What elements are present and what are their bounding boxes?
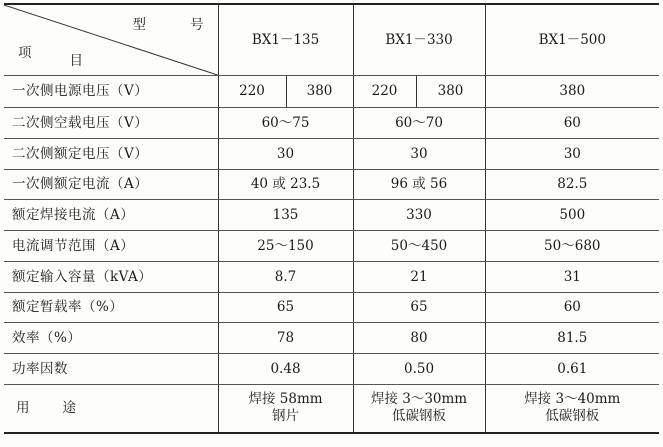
- table-cell: 78: [218, 323, 353, 354]
- table-cell: 60～70: [353, 108, 485, 139]
- table-cell: 30: [353, 139, 485, 170]
- row-label: 效率（%）: [4, 323, 218, 354]
- row-label: 一次侧额定电流（A）: [4, 170, 218, 200]
- table-cell: 30: [485, 139, 659, 170]
- row-label: 额定暂载率（%）: [4, 293, 218, 323]
- table-cell: 380: [416, 76, 485, 108]
- welder-spec-table: [4, 3, 659, 434]
- row-label: 一次侧电源电压（V）: [4, 76, 218, 108]
- row-label: 用 途: [4, 385, 218, 433]
- table-cell: 380: [485, 76, 659, 108]
- row-label: 额定焊接电流（A）: [4, 200, 218, 231]
- table-cell: 60: [485, 293, 659, 323]
- table-cell: 焊接 58mm 钢片: [218, 385, 353, 433]
- table-cell: 0.48: [218, 354, 353, 385]
- table-cell: 65: [353, 293, 485, 323]
- table-cell: 0.50: [353, 354, 485, 385]
- table-cell: 0.61: [485, 354, 659, 385]
- table-cell: 96 或 56: [353, 170, 485, 200]
- table-cell: 81.5: [485, 323, 659, 354]
- table-cell: 135: [218, 200, 353, 231]
- row-label: 电流调节范围（A）: [4, 231, 218, 262]
- header-item-label: 项 目: [18, 45, 83, 69]
- model-header-bx1-500: BX1－500: [485, 4, 659, 76]
- table-cell: 焊接 3～30mm 低碳钢板: [353, 385, 485, 433]
- table-row: [4, 231, 659, 262]
- table-cell: 50～450: [353, 231, 485, 262]
- table-cell: 80: [353, 323, 485, 354]
- table-cell: 21: [353, 262, 485, 293]
- table-row: [4, 76, 659, 108]
- table-row: [4, 200, 659, 231]
- row-label: 额定输入容量（kVA）: [4, 262, 218, 293]
- table-row: [4, 385, 659, 433]
- row-label: 二次侧空载电压（V）: [4, 108, 218, 139]
- table-cell: 31: [485, 262, 659, 293]
- table-cell: 220: [353, 76, 416, 108]
- header-type-label: 型 号: [132, 17, 204, 33]
- table-row: [4, 170, 659, 200]
- table-cell: 220: [218, 76, 286, 108]
- table-row: [4, 108, 659, 139]
- table-cell: 60: [485, 108, 659, 139]
- diagonal-line: [4, 5, 218, 75]
- table-cell: 60～75: [218, 108, 353, 139]
- table-cell: 25～150: [218, 231, 353, 262]
- table-cell: 焊接 3～40mm 低碳钢板: [485, 385, 659, 433]
- row-label: 功率因数: [4, 354, 218, 385]
- table-row: [4, 262, 659, 293]
- table-cell: 500: [485, 200, 659, 231]
- table-row: [4, 139, 659, 170]
- table-cell: 40 或 23.5: [218, 170, 353, 200]
- header-row: [4, 4, 659, 76]
- model-header-bx1-330: BX1－330: [353, 4, 485, 76]
- table-row: [4, 323, 659, 354]
- table-row: [4, 293, 659, 323]
- table-cell: 30: [218, 139, 353, 170]
- header-diagonal-cell: [4, 4, 218, 76]
- table-cell: 380: [286, 76, 353, 108]
- table-cell: 330: [353, 200, 485, 231]
- table-cell: 65: [218, 293, 353, 323]
- table-row: [4, 354, 659, 385]
- table-cell: 82.5: [485, 170, 659, 200]
- table-cell: 50～680: [485, 231, 659, 262]
- row-label: 二次侧额定电压（V）: [4, 139, 218, 170]
- table-cell: 8.7: [218, 262, 353, 293]
- model-header-bx1-135: BX1－135: [218, 4, 353, 76]
